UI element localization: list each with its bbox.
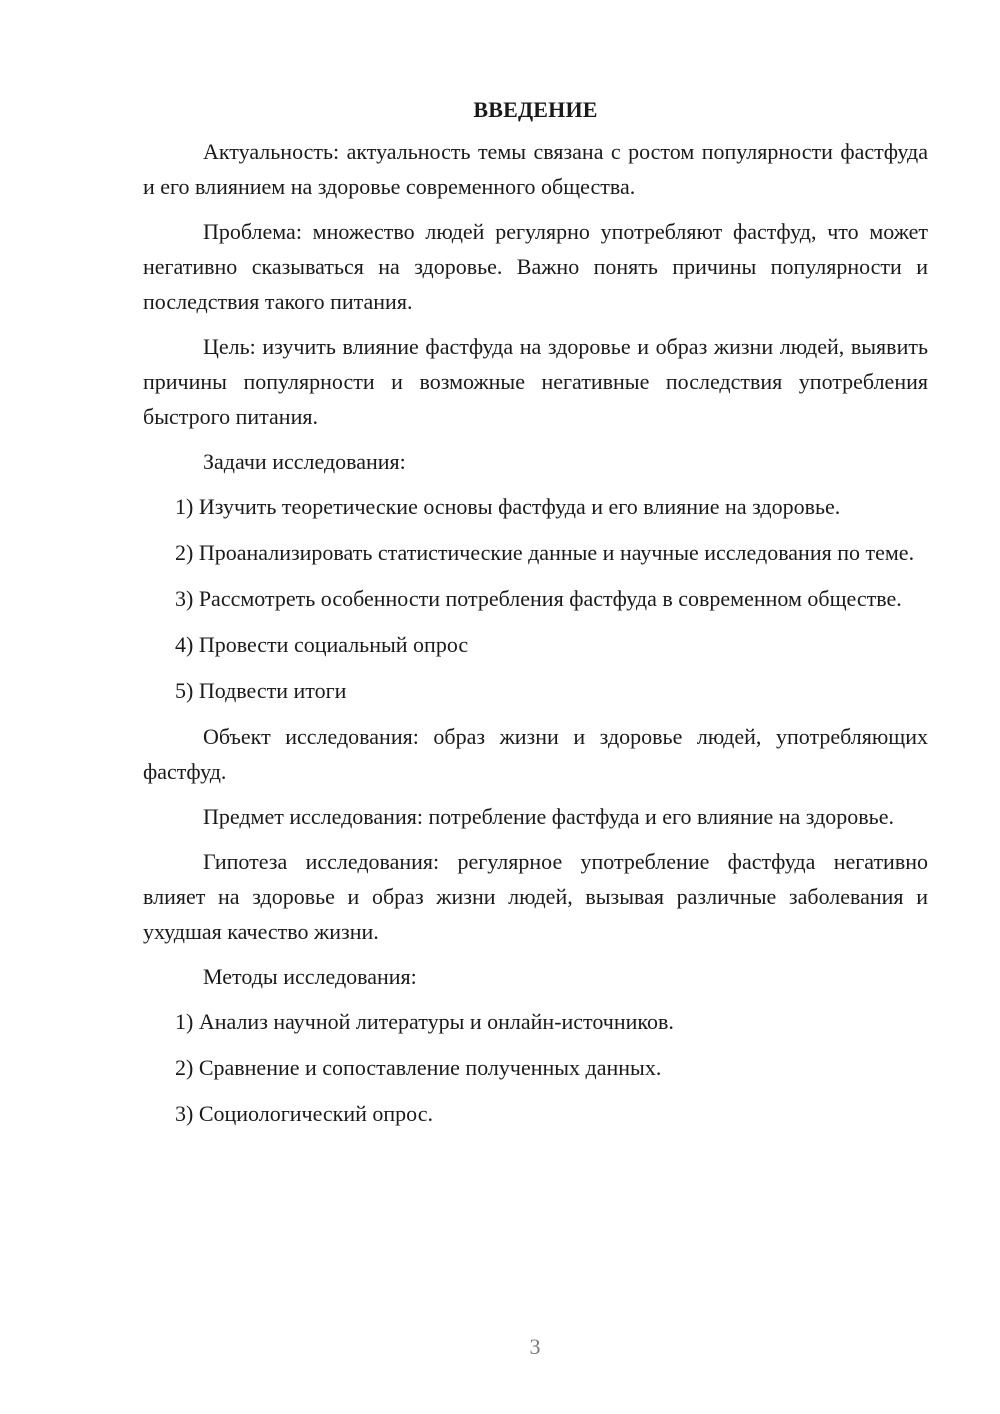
tasks-heading: Задачи исследования: <box>203 449 406 474</box>
tasks-list <box>143 489 928 708</box>
goal-paragraph: Цель: изучить влияние фастфуда на здоровье и образ жизни людей, выявить причины популярности и возможные негативные последствия употребления быстрого питания. <box>143 334 928 429</box>
page-number: 3 <box>529 1334 541 1359</box>
task-item: 4) Провести социальный опрос <box>175 632 469 657</box>
document-page <box>143 92 928 1142</box>
task-item: 2) Проанализировать статистические данные и научные исследования по теме. <box>175 540 915 565</box>
methods-list <box>143 1004 928 1131</box>
method-item: 2) Сравнение и сопоставление полученных данных. <box>175 1055 662 1080</box>
method-item: 3) Социологический опрос. <box>175 1101 433 1126</box>
section-title: ВВЕДЕНИЕ <box>473 97 598 122</box>
method-item: 1) Анализ научной литературы и онлайн-источников. <box>175 1009 674 1034</box>
methods-heading: Методы исследования: <box>203 964 417 989</box>
subject-paragraph: Предмет исследования: потребление фастфуда и его влияние на здоровье. <box>203 804 894 829</box>
object-paragraph: Объект исследования: образ жизни и здоровье людей, употребляющих фастфуд. <box>143 724 928 784</box>
task-item: 1) Изучить теоретические основы фастфуда и его влияние на здоровье. <box>175 494 841 519</box>
task-item: 3) Рассмотреть особенности потребления фастфуда в современном обществе. <box>175 586 902 611</box>
task-item: 5) Подвести итоги <box>175 678 347 703</box>
problem-paragraph: Проблема: множество людей регулярно употребляют фастфуд, что может негативно сказываться на здоровье. Важно понять причины популярности и последствия такого питания. <box>143 219 928 314</box>
relevance-paragraph: Актуальность: актуальность темы связана с ростом популярности фастфуда и его влиянием на здоровье современного общества. <box>143 139 928 199</box>
hypothesis-paragraph: Гипотеза исследования: регулярное употребление фастфуда негативно влияет на здоровье и образ жизни людей, вызывая различные заболевания и ухудшая качество жизни. <box>143 849 928 944</box>
